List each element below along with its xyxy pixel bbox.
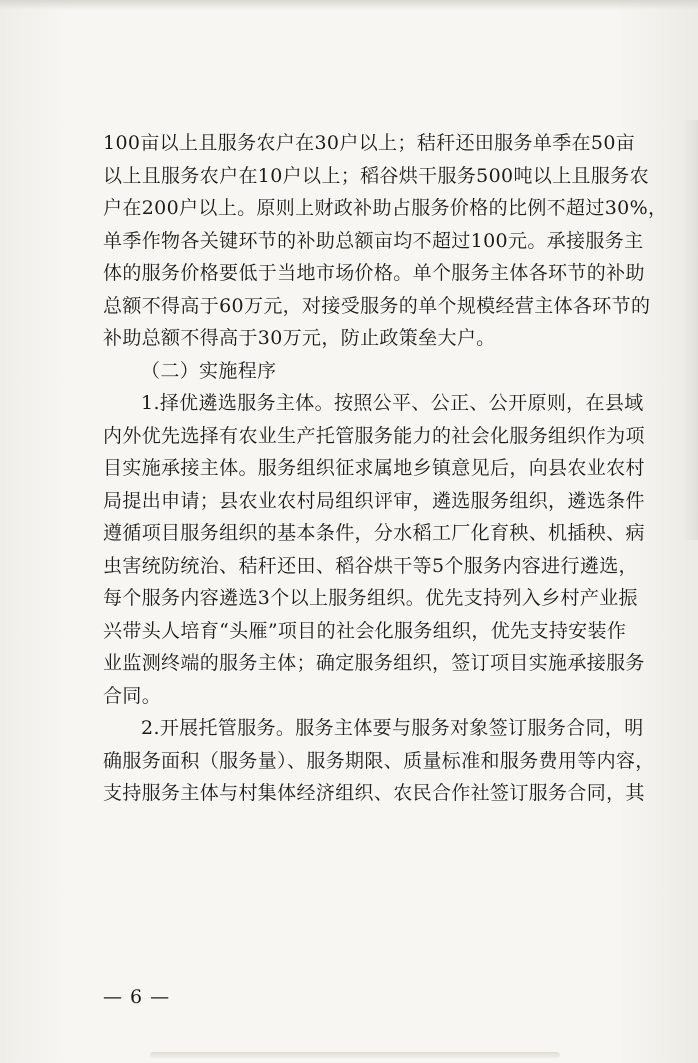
page-shadow [682, 120, 698, 540]
paragraph-line-6: 总额不得高于60万元，对接受服务的单个规模经营主体各环节的 [103, 294, 651, 317]
paragraph-line-1: 100亩以上且服务农户在30户以上；秸秆还田服务单季在50亩 [103, 132, 636, 154]
page-number: — 6 — [103, 986, 171, 1008]
paragraph-line-13: 虫害统防统治、秸秆还田、稻谷烘干等5个服务内容进行遴选， [103, 554, 638, 577]
page-top-edge [0, 0, 698, 10]
paragraph-line-10: 目实施承接主体。服务组织征求属地乡镇意见后，向县农业农村 [103, 457, 645, 479]
paragraph-line-14: 每个服务内容遴选3个以上服务组织。优先支持列入乡村产业振 [103, 587, 638, 609]
paragraph-line-18: 2.开展托管服务。服务主体要与服务对象签订服务合同，明 [141, 717, 644, 739]
paragraph-line-12: 遵循项目服务组织的基本条件，分水稻工厂化育秧、机插秧、病 [103, 522, 645, 544]
paragraph-line-17: 合同。 [103, 684, 162, 707]
paragraph-line-7: 补助总额不得高于30万元，防止政策垒大户。 [103, 327, 496, 349]
paragraph-line-9: 内外优先选择有农业生产托管服务能力的社会化服务组织作为项 [103, 424, 645, 447]
paragraph-line-2: 以上且服务农户在10户以上；稻谷烘干服务500吨以上且服务农 [103, 164, 649, 187]
page-bottom-edge [150, 1052, 560, 1058]
section-heading: （二）实施程序 [141, 359, 277, 382]
paragraph-line-8: 1.择优遴选服务主体。按照公平、公正、公开原则，在县域 [141, 392, 644, 414]
paragraph-line-5: 体的服务价格要低于当地市场价格。单个服务主体各环节的补助 [103, 262, 645, 284]
paragraph-line-3: 户在200户以上。原则上财政补助占服务价格的比例不超过30%， [103, 197, 668, 219]
document-body [103, 127, 668, 810]
paragraph-line-15: 兴带头人培育“头雁”项目的社会化服务组织，优先支持安装作 [103, 619, 627, 642]
paragraph-line-19: 确服务面积（服务量）、服务期限、质量标准和服务费用等内容， [103, 749, 655, 772]
paragraph-line-11: 局提出申请；县农业农村局组织评审，遴选服务组织，遴选条件 [103, 489, 645, 512]
paragraph-line-16: 业监测终端的服务主体；确定服务组织，签订项目实施承接服务 [103, 652, 645, 674]
paragraph-line-20: 支持服务主体与村集体经济组织、农民合作社签订服务合同，其 [103, 782, 645, 804]
paragraph-line-4: 单季作物各关键环节的补助总额亩均不超过100元。承接服务主 [103, 229, 644, 252]
